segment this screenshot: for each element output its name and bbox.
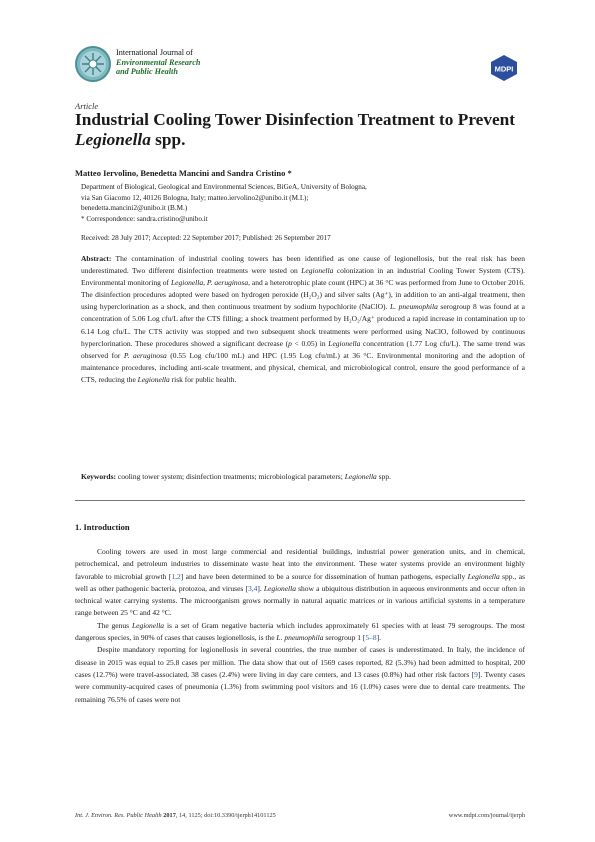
paragraph-text: is a set of Gram negative bacteria which includes approximately 61 species with at least 79 serogroups. The most dangerous species, in 90% of cases that causes legionellosis, is the xyxy=(75,620,525,643)
abstract-italic: P. aeruginosa xyxy=(206,278,249,288)
paragraph-text: serogroup 1 [ xyxy=(323,633,366,643)
journal-name xyxy=(116,48,200,77)
abstract-italic: Legionella xyxy=(301,266,334,276)
section-body xyxy=(75,546,525,706)
footer-url[interactable]: www.mdpi.com/journal/ijerph xyxy=(448,812,525,819)
citation-link[interactable]: 3,4 xyxy=(247,583,258,593)
paragraph-3 xyxy=(75,644,525,705)
paragraph-text: spp., as well as other pathogenic bacteria, protozoa, and viruses [ xyxy=(75,571,525,593)
abstract-text: risk for public health. xyxy=(169,374,237,384)
authors: Matteo Iervolino, Benedetta Mancini and Sandra Cristino * xyxy=(75,168,292,178)
paragraph-text: ]. xyxy=(257,583,264,593)
abstract-italic: P. aeruginosa xyxy=(123,350,167,360)
section-divider xyxy=(75,500,525,501)
title-italic: Legionella xyxy=(75,130,151,149)
title-part1: Industrial Cooling Tower Disinfection Treatment to Prevent xyxy=(75,110,516,129)
citation-link[interactable]: 1,2 xyxy=(171,571,181,581)
keywords-label: Keywords: xyxy=(81,472,116,481)
paragraph-italic: L. pneumophila xyxy=(276,633,324,643)
paragraph-text: ]. Twenty cases were community-acquired cases of pneumonia (1.3%) from swimming pool visitors and 16 (1.0%) cases were due to dental care treatments. The remaining 76.5% of cases were not xyxy=(75,669,525,704)
publication-dates: Received: 28 July 2017; Accepted: 22 September 2017; Published: 26 September 2017 xyxy=(81,234,331,242)
journal-name-line2: Environmental Research xyxy=(116,57,201,67)
footer-journal: Int. J. Environ. Res. Public Health xyxy=(75,812,162,819)
article-title xyxy=(75,110,525,150)
paragraph-2 xyxy=(75,620,525,645)
mdpi-logo-text: MDPI xyxy=(494,64,514,74)
paragraph-italic: Legionella xyxy=(263,583,296,593)
paragraph-1 xyxy=(75,546,525,620)
paragraph-text: Despite mandatory reporting for legionellosis in several countries, the true number of cases is underestimated. In Italy, the incidence of disease in 2015 was equal to 25.8 cases per million. The data show that out of 1569 cases reported, 82 (5.3%) had been admitted to hospital, 200 cases (12.7%) were travel-associated, 38 cases (2.4%) were living in day care centers, and 13 cases (0.8%) had other risk factors [ xyxy=(75,645,525,679)
keywords-italic: Legionella xyxy=(344,472,377,481)
article-type: Article xyxy=(75,101,99,111)
title-part2: spp. xyxy=(150,130,186,149)
abstract-text: colonization in an industrial Cooling Tower System (CTS). Environmental monitoring of xyxy=(81,266,525,288)
paragraph-text: The genus xyxy=(97,620,132,630)
affiliation xyxy=(81,182,531,224)
journal-name-line1: International Journal of xyxy=(116,48,193,57)
mdpi-logo-icon xyxy=(489,54,519,82)
journal-name-line3: and Public Health xyxy=(116,67,178,77)
abstract-text: serogroup 8 was found at a concentration of 5.06 Log cfu/L after the CTS filling; a shock treatment performed by H₂O₂/Ag⁺ produced a rapid increase in contamination up to 6.14 Log cfu/L. The CTS activity was stopped and two subsequent shock treatments were performed using NaClO, followed by continuous hyperclorination. These procedures showed a significant decrease ( xyxy=(81,302,526,348)
section-heading: 1. Introduction xyxy=(75,522,130,532)
abstract-text: The contamination of industrial cooling towers has been identified as one cause of legionellosis, but the real risk has been underestimated. Two different disinfection treatments were tested on xyxy=(81,254,525,276)
correspondence: * Correspondence: sandra.cristino@unibo.it xyxy=(81,214,208,223)
abstract-italic: Legionella xyxy=(170,278,204,288)
keywords xyxy=(81,472,525,481)
abstract-italic: p xyxy=(288,338,292,348)
paragraph-text: show a ubiquitous distribution in aqueous environments and occur often in technical water carrying systems. The microorganism grows normally in natural aquatic matrices or in various artificial systems in a temperature range between 25 °C and 42 °C. xyxy=(75,583,525,618)
abstract-text: (0.55 Log cfu/100 mL) and HPC (1.95 Log cfu/mL) at 36 °C. Environmental monitoring and the adoption of maintenance procedures, including anti-scale treatment, and physical, chemical, and microbiological control, ensure the good performance of a CTS, reducing the xyxy=(81,350,525,384)
footer-year: 2017 xyxy=(161,812,176,819)
journal-logo xyxy=(75,46,111,82)
paragraph-italic: Legionella xyxy=(467,571,500,581)
affiliation-line1: Department of Biological, Geological and Environmental Sciences, BiGeA, University of Bologna, xyxy=(81,183,367,191)
paragraph-text: ] and have been determined to be a source for dissemination of human pathogens, especially xyxy=(180,571,468,581)
footer-citation xyxy=(75,812,276,819)
abstract-text: concentration (1.77 Log cfu/L). The same trend was observed for xyxy=(81,338,525,360)
abstract-text: , xyxy=(203,278,207,288)
paragraph-italic: Legionella xyxy=(131,620,165,630)
paragraph-text: Cooling towers are used in most large commercial and residential buildings, industrial power generation units, and in chemical, petrochemical, and petroleum industries to disseminate waste heat into the environment. These water systems provide an environment highly favorable to microbial growth [ xyxy=(75,547,525,581)
abstract-text: < 0.05) in xyxy=(291,338,329,348)
abstract-italic: L. pneumophila xyxy=(390,302,438,312)
abstract xyxy=(81,253,525,386)
abstract-label: Abstract: xyxy=(81,254,112,263)
citation-link[interactable]: 5–8 xyxy=(365,633,377,643)
paragraph-text: ]. xyxy=(376,633,382,643)
abstract-italic: Legionella xyxy=(137,374,170,384)
keywords-text: cooling tower system; disinfection treatments; microbiological parameters; xyxy=(116,472,345,481)
affiliation-line3: benedetta.mancini2@unibo.it (B.M.) xyxy=(81,204,188,212)
citation-link[interactable]: 9 xyxy=(474,669,478,679)
affiliation-line2: via San Giacomo 12, 40126 Bologna, Italy; matteo.iervolino2@unibo.it (M.I.); xyxy=(81,193,309,202)
keywords-end: spp. xyxy=(376,472,391,481)
mdpi-logo xyxy=(489,54,519,82)
footer-doi: , 14, 1125; doi:10.3390/ijerph14101125 xyxy=(175,812,276,819)
abstract-text: , and a heterotrophic plate count (HPC) at 36 °C was performed from June to October 2016. The disinfection procedures adopted were based on hydrogen peroxide (H₂O₂) and silver salts (Ag⁺), in addition to an anti-algal treatment, then using hyperclorination as a shock, and then continuous treatment by sodium hypochlorite (NaClO). xyxy=(81,278,526,312)
journal-emblem-icon xyxy=(77,48,109,80)
abstract-italic: Legionella xyxy=(328,338,361,348)
